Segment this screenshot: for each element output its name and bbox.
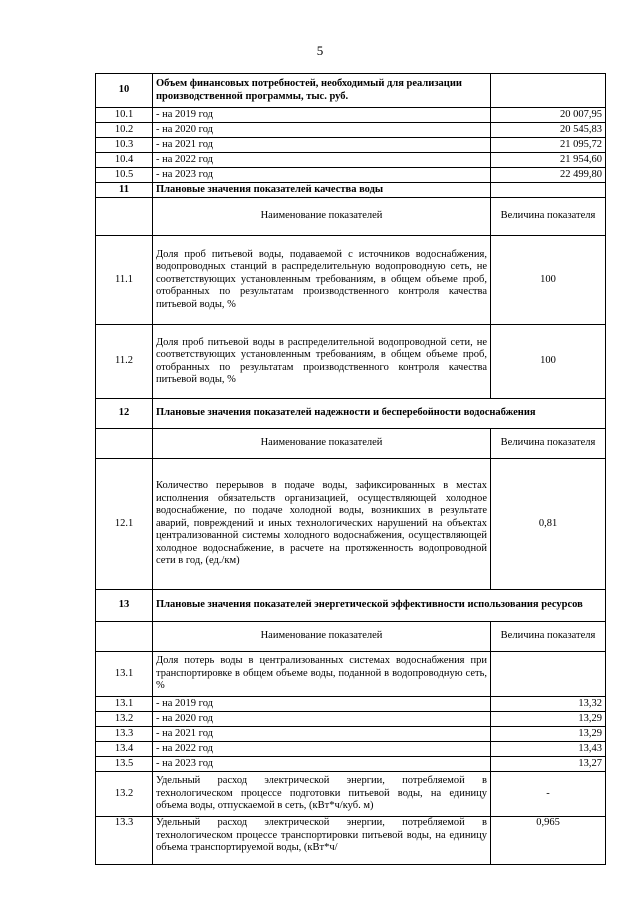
row-value — [491, 652, 606, 697]
row-value: 0,965 — [491, 817, 606, 865]
section-title: Плановые значения показателей качества воды — [153, 183, 491, 198]
row-number: 13.3 — [96, 817, 153, 865]
column-header-row — [96, 198, 606, 236]
section-12-header — [96, 399, 606, 429]
column-header-value: Величина показателя — [491, 198, 606, 236]
row-label: - на 2020 год — [153, 712, 491, 727]
row-value: 13,27 — [491, 757, 606, 772]
row-value: 13,43 — [491, 742, 606, 757]
row-number: 10.3 — [96, 138, 153, 153]
row-value: 0,81 — [491, 459, 606, 590]
column-header-value: Величина показателя — [491, 622, 606, 652]
section-title: Плановые значения показателей надежности и бесперебойности водоснабжения — [153, 399, 606, 429]
section-title: Объем финансовых потребностей, необходимый для реализации производственной программы, тыс. руб. — [153, 74, 491, 108]
table-row — [96, 772, 606, 817]
row-value: 20 007,95 — [491, 108, 606, 123]
row-label: - на 2019 год — [153, 697, 491, 712]
row-value: 21 954,60 — [491, 153, 606, 168]
empty-cell — [96, 429, 153, 459]
row-number: 13.1 — [96, 652, 153, 697]
row-text: Удельный расход электрической энергии, потребляемой в технологическом процессе транспортировки питьевой воды, на единицу объема транспортируемой воды, (кВт*ч/ — [153, 817, 491, 865]
row-text: Удельный расход электрической энергии, потребляемой в технологическом процессе подготовки питьевой воды, на единицу объема воды, отпускаемой в сеть, (кВт*ч/куб. м) — [153, 772, 491, 817]
table-row — [96, 138, 606, 153]
row-number: 11.1 — [96, 236, 153, 325]
row-label: - на 2023 год — [153, 168, 491, 183]
table-row — [96, 168, 606, 183]
row-number: 13.2 — [96, 772, 153, 817]
row-number: 13.1 — [96, 697, 153, 712]
table-row — [96, 459, 606, 590]
row-text: Доля проб питьевой воды в распределительной водопроводной сети, не соответствующих установленным требованиям, в общем объеме проб, отобранных по результатам производственного контроля качества питьевой воды, % — [153, 325, 491, 399]
column-header-name: Наименование показателей — [153, 622, 491, 652]
row-label: - на 2022 год — [153, 742, 491, 757]
row-text: Доля проб питьевой воды, подаваемой с источников водоснабжения, водопроводных станций в распределительную водопроводную сеть, не соответствующих установленным требованиям, в общем объеме проб, отобранных по результатам производственного контроля качества питьевой воды, % — [153, 236, 491, 325]
row-label: - на 2023 год — [153, 757, 491, 772]
empty-cell — [491, 183, 606, 198]
section-number: 10 — [96, 74, 153, 108]
empty-cell — [96, 622, 153, 652]
row-value: 13,32 — [491, 697, 606, 712]
table-row — [96, 727, 606, 742]
row-number: 13.4 — [96, 742, 153, 757]
row-value: 100 — [491, 236, 606, 325]
table-row — [96, 123, 606, 138]
row-value: 100 — [491, 325, 606, 399]
row-value: 21 095,72 — [491, 138, 606, 153]
section-number: 11 — [96, 183, 153, 198]
row-label: - на 2021 год — [153, 138, 491, 153]
row-label: - на 2020 год — [153, 123, 491, 138]
row-label: - на 2022 год — [153, 153, 491, 168]
table-row — [96, 757, 606, 772]
row-number: 13.5 — [96, 757, 153, 772]
row-number: 10.4 — [96, 153, 153, 168]
column-header-name: Наименование показателей — [153, 198, 491, 236]
row-text: Доля потерь воды в централизованных системах водоснабжения при транспортировке в общем объеме воды, поданной в водопроводную сеть, % — [153, 652, 491, 697]
row-value: 13,29 — [491, 712, 606, 727]
section-number: 13 — [96, 590, 153, 622]
table-row — [96, 108, 606, 123]
table-row — [96, 712, 606, 727]
row-number: 12.1 — [96, 459, 153, 590]
row-number: 10.5 — [96, 168, 153, 183]
row-number: 10.2 — [96, 123, 153, 138]
row-number: 11.2 — [96, 325, 153, 399]
row-label: - на 2019 год — [153, 108, 491, 123]
table-row — [96, 697, 606, 712]
column-header-name: Наименование показателей — [153, 429, 491, 459]
row-value: 20 545,83 — [491, 123, 606, 138]
column-header-row — [96, 429, 606, 459]
row-label: - на 2021 год — [153, 727, 491, 742]
row-value: 13,29 — [491, 727, 606, 742]
column-header-row — [96, 622, 606, 652]
table-row — [96, 742, 606, 757]
program-table — [95, 73, 606, 865]
row-value: - — [491, 772, 606, 817]
row-text: Количество перерывов в подаче воды, зафиксированных в местах исполнения обязательств организацией, осуществляющей холодное водоснабжение, по подаче холодной воды, возникших в результате аварий, повреждений и иных технологических нарушений на объектах централизованной системы холодного водоснабжения, осуществляющей холодное водоснабжение, в расчете на протяженность водопроводной сети в год, (ед./км) — [153, 459, 491, 590]
row-number: 13.2 — [96, 712, 153, 727]
table-row — [96, 325, 606, 399]
row-number: 13.3 — [96, 727, 153, 742]
page-number: 5 — [316, 43, 324, 58]
row-number: 10.1 — [96, 108, 153, 123]
table-row — [96, 153, 606, 168]
table-row — [96, 817, 606, 865]
table-row — [96, 652, 606, 697]
section-title: Плановые значения показателей энергетической эффективности использования ресурсов — [153, 590, 606, 622]
section-13-header — [96, 590, 606, 622]
section-number: 12 — [96, 399, 153, 429]
empty-cell — [491, 74, 606, 108]
row-value: 22 499,80 — [491, 168, 606, 183]
section-10-header — [96, 74, 606, 108]
column-header-value: Величина показателя — [491, 429, 606, 459]
section-11-header — [96, 183, 606, 198]
empty-cell — [96, 198, 153, 236]
table-row — [96, 236, 606, 325]
